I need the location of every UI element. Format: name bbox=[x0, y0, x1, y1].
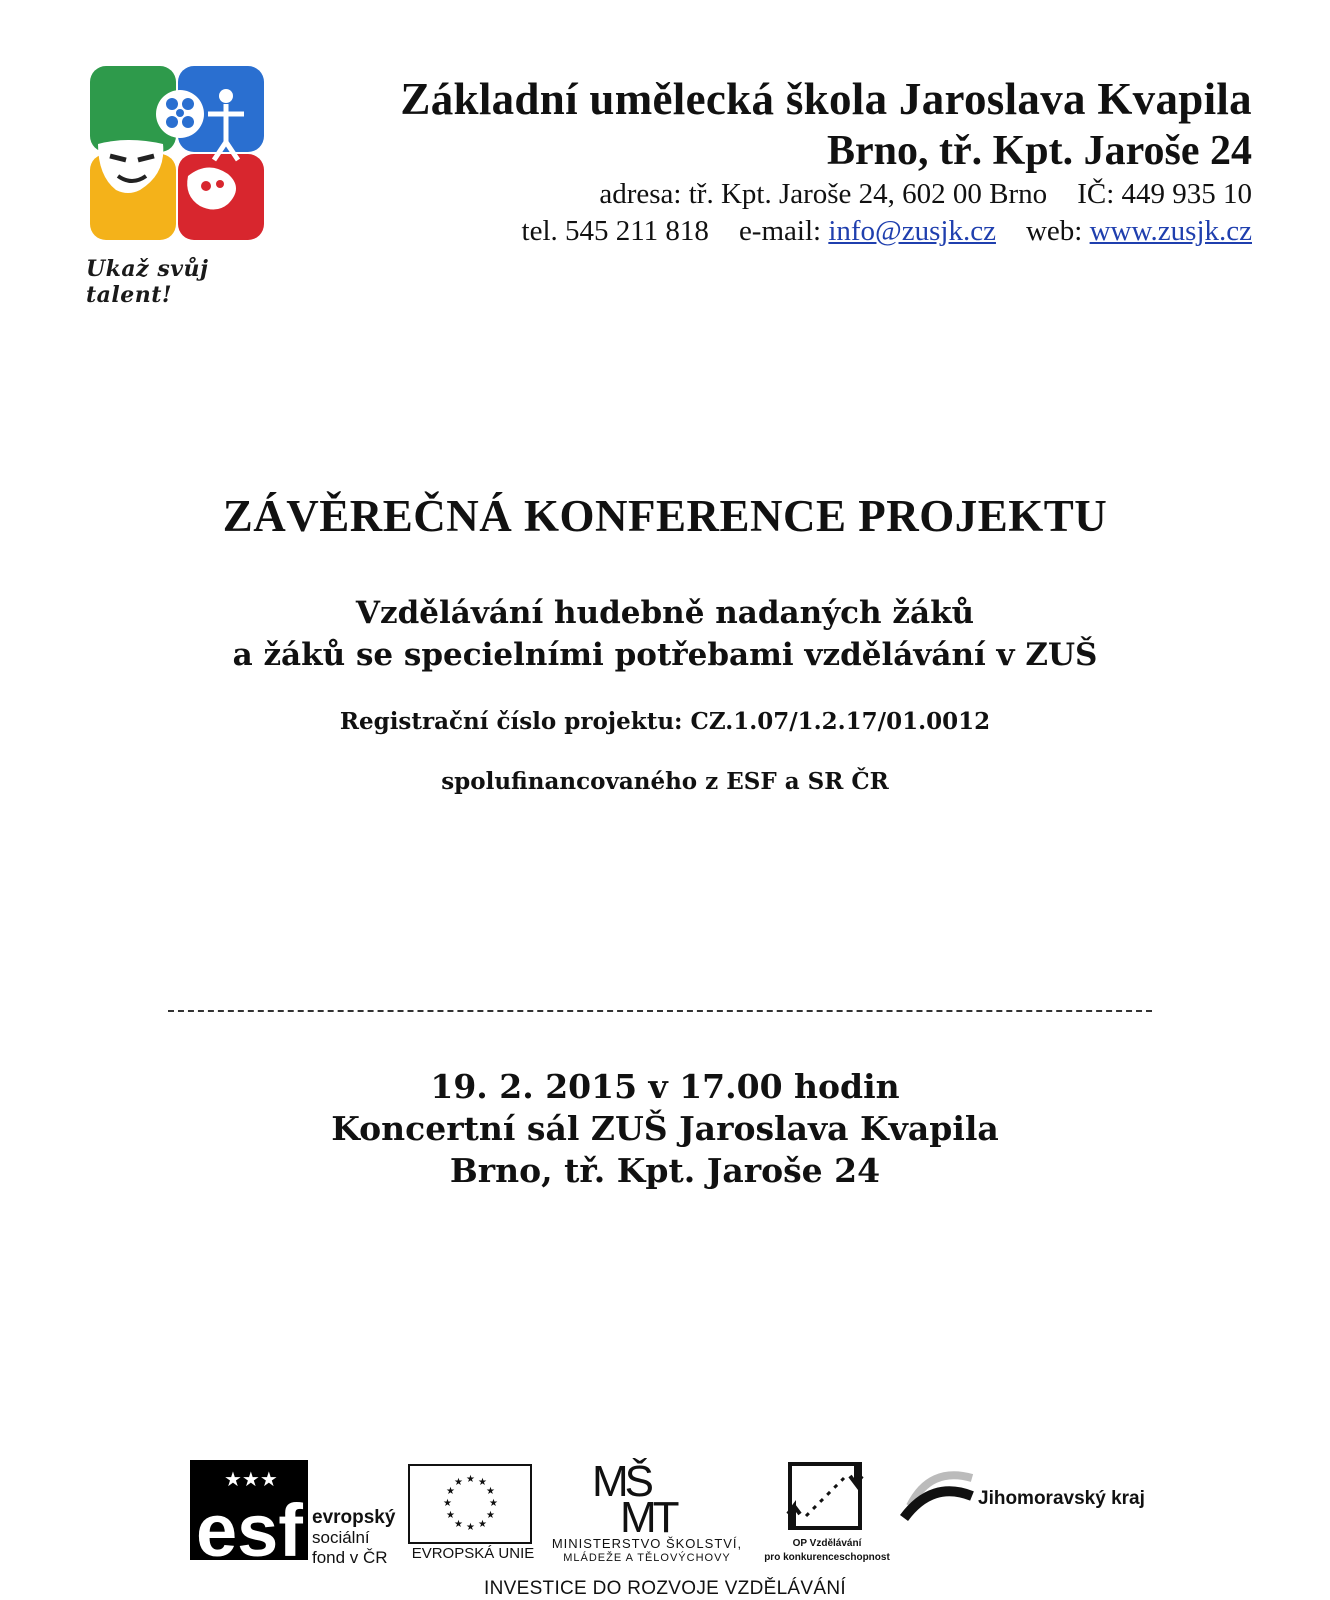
email-link[interactable]: info@zusjk.cz bbox=[828, 215, 996, 247]
svg-text:★: ★ bbox=[446, 1486, 455, 1497]
svg-text:★: ★ bbox=[478, 1519, 487, 1530]
address-line bbox=[400, 176, 1252, 213]
email-label: e-mail: bbox=[738, 215, 822, 247]
msmt-caption bbox=[542, 1536, 752, 1566]
svg-text:★: ★ bbox=[466, 1522, 475, 1533]
esf-line-2: sociální bbox=[312, 1528, 370, 1547]
event-address: Brno, tř. Kpt. Jaroše 24 bbox=[449, 1151, 881, 1190]
svg-text:★: ★ bbox=[486, 1486, 495, 1497]
esf-caption bbox=[312, 1508, 395, 1568]
dashed-divider bbox=[168, 1010, 1152, 1012]
letterhead bbox=[400, 72, 1252, 250]
event-date-time: 19. 2. 2015 v 17.00 hodin bbox=[430, 1067, 900, 1106]
tel-text: tel. 545 211 818 bbox=[521, 215, 709, 247]
subtitle-line-2: a žáků se specielními potřebami vzdělávání v ZUŠ bbox=[232, 637, 1098, 673]
contact-line bbox=[400, 213, 1252, 250]
svg-text:★: ★ bbox=[454, 1477, 463, 1488]
svg-text:★: ★ bbox=[443, 1498, 452, 1509]
msmt-line-2: MLÁDEŽE A TĚLOVÝCHOVY bbox=[563, 1552, 731, 1564]
event-venue: Koncertní sál ZUŠ Jaroslava Kvapila bbox=[331, 1109, 999, 1148]
op-line-2: pro konkurenceschopnost bbox=[764, 1552, 890, 1563]
svg-text:★: ★ bbox=[486, 1510, 495, 1521]
svg-text:★: ★ bbox=[446, 1510, 455, 1521]
jmk-label: Jihomoravský kraj bbox=[978, 1488, 1145, 1509]
subtitle-line-1: Vzdělávání hudebně nadaných žáků bbox=[355, 595, 975, 631]
web-link[interactable]: www.zusjk.cz bbox=[1089, 215, 1252, 247]
jmk-logo bbox=[900, 1466, 976, 1531]
logo-slogan: Ukaž svůj talent! bbox=[86, 256, 209, 308]
svg-text:★: ★ bbox=[489, 1498, 498, 1509]
svg-text:MŠ: MŠ bbox=[592, 1457, 650, 1506]
address-text: adresa: tř. Kpt. Jaroše 24, 602 00 Brno bbox=[599, 178, 1048, 210]
esf-logo bbox=[190, 1460, 308, 1565]
project-subtitle bbox=[0, 592, 1330, 676]
school-address: Brno, tř. Kpt. Jaroše 24 bbox=[826, 128, 1252, 174]
eu-flag-logo bbox=[408, 1464, 532, 1549]
eu-label: EVROPSKÁ UNIE bbox=[411, 1545, 535, 1562]
school-name: Základní umělecká škola Jaroslava Kvapila bbox=[400, 74, 1252, 124]
ic-text: IČ: 449 935 10 bbox=[1077, 178, 1252, 210]
event-details bbox=[0, 1066, 1330, 1192]
msmt-logo bbox=[592, 1456, 702, 1539]
svg-text:MT: MT bbox=[620, 1493, 676, 1534]
page-title: ZÁVĚREČNÁ KONFERENCE PROJEKTU bbox=[222, 491, 1108, 541]
registration-number: Registrační číslo projektu: CZ.1.07/1.2.17/01.0012 bbox=[339, 708, 991, 735]
svg-text:★: ★ bbox=[478, 1477, 487, 1488]
investice-caption: INVESTICE DO ROZVOJE VZDĚLÁVÁNÍ bbox=[484, 1578, 846, 1599]
svg-text:★★★: ★★★ bbox=[224, 1467, 278, 1491]
svg-text:★: ★ bbox=[454, 1519, 463, 1530]
op-line-1: OP Vzdělávání bbox=[792, 1538, 862, 1549]
op-caption bbox=[752, 1537, 902, 1565]
esf-line-1: evropský bbox=[312, 1507, 396, 1528]
svg-text:esf: esf bbox=[196, 1489, 303, 1560]
op-logo bbox=[784, 1456, 868, 1541]
cofunding-note: spolufinancovaného z ESF a SR ČR bbox=[441, 768, 889, 795]
msmt-line-1: MINISTERSTVO ŠKOLSTVÍ, bbox=[551, 1536, 743, 1551]
esf-line-3: fond v ČR bbox=[312, 1548, 388, 1567]
svg-text:★: ★ bbox=[466, 1474, 475, 1485]
web-label: web: bbox=[1025, 215, 1083, 247]
